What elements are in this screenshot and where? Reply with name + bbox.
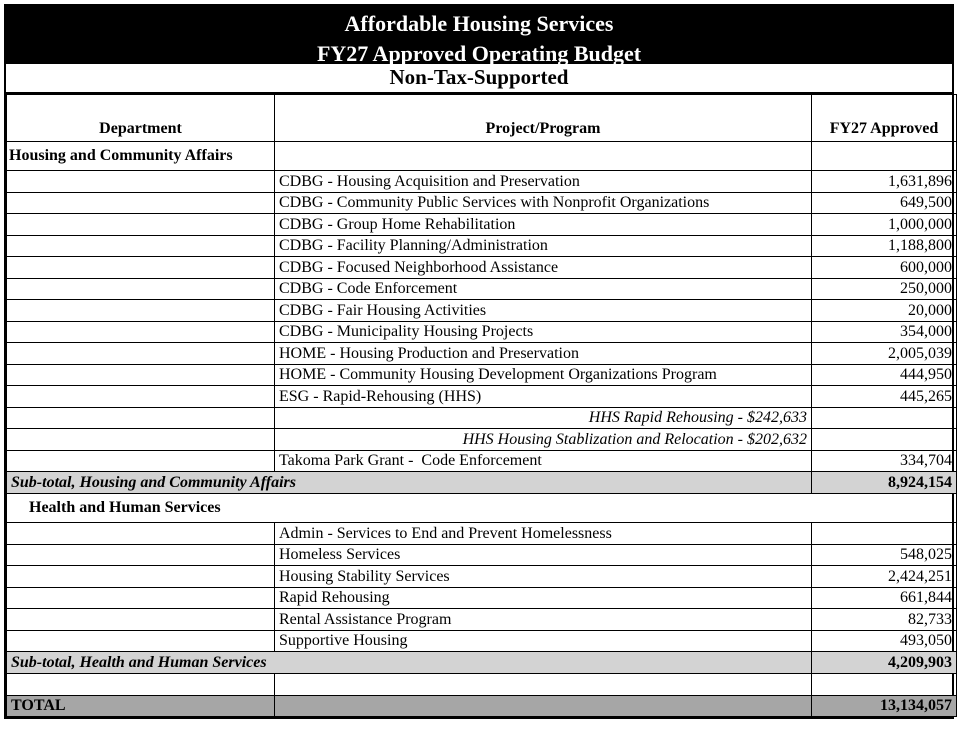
amount-cell: 1,188,800 <box>812 235 957 257</box>
program-cell <box>275 235 812 257</box>
empty-cell <box>7 674 275 696</box>
program-name: - Community Housing Development Organizations Program <box>326 366 717 383</box>
department-cell <box>7 214 275 236</box>
table-row <box>7 566 957 588</box>
department-cell <box>7 257 275 279</box>
program-prefix: CDBG <box>279 323 324 340</box>
section-name-hca: Housing and Community Affairs <box>7 142 275 171</box>
header-approved: FY27 Approved <box>812 95 957 142</box>
program-cell: Admin - Services to End and Prevent Homelessness <box>275 523 812 545</box>
amount-cell: 445,265 <box>812 386 957 408</box>
program-cell <box>275 386 812 408</box>
empty-cell <box>275 494 812 523</box>
empty-cell <box>812 674 957 696</box>
program-cell: Homeless Services <box>275 544 812 566</box>
table-row <box>7 257 957 279</box>
program-name: - Fair Housing Activities <box>323 301 487 319</box>
table-row <box>7 343 957 365</box>
program-cell <box>275 214 812 236</box>
program-prefix: CDBG <box>279 194 324 211</box>
program-cell: Rental Assistance Program <box>275 609 812 631</box>
department-cell <box>7 278 275 300</box>
note-row <box>7 429 957 451</box>
amount-cell: 250,000 <box>812 278 957 300</box>
total-amount: 13,134,057 <box>812 696 957 717</box>
department-cell <box>7 544 275 566</box>
program-cell <box>275 257 812 279</box>
program-name: - Municipality Housing Projects <box>323 323 534 340</box>
program-prefix: CDBG <box>279 172 324 190</box>
program-cell: Rapid Rehousing <box>275 587 812 609</box>
budget-document <box>4 4 954 719</box>
program-name: - Code Enforcement <box>323 280 458 297</box>
amount-cell: 334,704 <box>812 450 957 472</box>
amount-cell: 600,000 <box>812 257 957 279</box>
table-frame <box>4 94 954 719</box>
department-cell <box>7 630 275 652</box>
budget-table <box>6 94 957 717</box>
table-row <box>7 278 957 300</box>
amount-cell <box>812 523 957 545</box>
program-name: - Group Home Rehabilitation <box>323 215 516 233</box>
program-cell <box>275 321 812 343</box>
program-name: - Rapid-Rehousing (HHS) <box>309 387 482 405</box>
amount-cell: 1,000,000 <box>812 214 957 236</box>
department-cell <box>7 235 275 257</box>
table-row <box>7 214 957 236</box>
table-row <box>7 450 957 472</box>
header-row <box>7 95 957 142</box>
table-row <box>7 171 957 193</box>
program-prefix: CDBG <box>279 280 324 297</box>
amount-cell: 2,005,039 <box>812 343 957 365</box>
table-row <box>7 235 957 257</box>
amount-cell: 649,500 <box>812 192 957 214</box>
program-prefix: CDBG <box>279 301 324 319</box>
empty-cell <box>275 674 812 696</box>
program-cell <box>275 300 812 322</box>
empty-cell <box>275 142 812 171</box>
department-cell <box>7 450 275 472</box>
department-cell <box>7 300 275 322</box>
table-row <box>7 587 957 609</box>
program-cell: Takoma Park Grant - Code Enforcement <box>275 450 812 472</box>
subtotal-row-hhs <box>7 652 957 674</box>
program-cell <box>275 278 812 300</box>
department-cell <box>7 587 275 609</box>
program-cell: Housing Stability Services <box>275 566 812 588</box>
amount-cell: 661,844 <box>812 587 957 609</box>
section-name-hhs: Health and Human Services <box>7 494 275 523</box>
empty-cell <box>275 696 812 717</box>
amount-cell: 2,424,251 <box>812 566 957 588</box>
department-cell <box>7 429 275 451</box>
program-cell <box>275 343 812 365</box>
total-label: TOTAL <box>7 696 275 717</box>
title-line-1: Affordable Housing Services <box>344 11 614 36</box>
program-cell <box>275 171 812 193</box>
subtitle: Non-Tax-Supported <box>4 64 954 94</box>
program-name: - Housing Production and Preservation <box>326 344 579 362</box>
allocation-note: HHS Housing Stablization and Relocation - $202,632 <box>275 429 812 451</box>
title-line-2: FY27 Approved Operating Budget <box>316 41 642 66</box>
header-project: Project/Program <box>275 95 812 142</box>
program-name: - Focused Neighborhood Assistance <box>323 258 559 276</box>
department-cell <box>7 171 275 193</box>
program-cell <box>275 364 812 386</box>
amount-cell: 493,050 <box>812 630 957 652</box>
department-cell <box>7 192 275 214</box>
subtotal-amount: 4,209,903 <box>812 652 957 674</box>
program-prefix: CDBG <box>279 215 324 233</box>
department-cell <box>7 407 275 429</box>
amount-cell: 444,950 <box>812 364 957 386</box>
table-row <box>7 386 957 408</box>
table-row <box>7 609 957 631</box>
department-cell <box>7 609 275 631</box>
subtotal-label: Sub-total, Health and Human Services <box>7 652 812 674</box>
subtotal-label: Sub-total, Housing and Community Affairs <box>7 472 812 494</box>
table-row <box>7 523 957 545</box>
department-cell <box>7 321 275 343</box>
subtotal-amount: 8,924,154 <box>812 472 957 494</box>
program-name: - Housing Acquisition and Preservation <box>323 172 580 190</box>
allocation-note: HHS Rapid Rehousing - $242,633 <box>275 407 812 429</box>
table-row <box>7 544 957 566</box>
section-header-hhs <box>7 494 957 523</box>
program-prefix: HOME <box>279 344 327 362</box>
department-cell <box>7 566 275 588</box>
note-row <box>7 407 957 429</box>
empty-cell <box>812 142 957 171</box>
program-prefix: HOME <box>279 366 327 383</box>
program-prefix: ESG <box>279 387 310 405</box>
program-name: - Facility Planning/Administration <box>323 237 548 254</box>
program-cell <box>275 192 812 214</box>
program-name: - Community Public Services with Nonprofit Organizations <box>323 194 710 211</box>
department-cell <box>7 523 275 545</box>
amount-cell: 82,733 <box>812 609 957 631</box>
department-cell <box>7 364 275 386</box>
amount-cell: 1,631,896 <box>812 171 957 193</box>
program-prefix: CDBG <box>279 258 324 276</box>
blank-row <box>7 674 957 696</box>
title-banner <box>4 4 954 64</box>
program-prefix: CDBG <box>279 237 324 254</box>
amount-cell: 548,025 <box>812 544 957 566</box>
department-cell <box>7 343 275 365</box>
table-row <box>7 364 957 386</box>
empty-cell <box>812 494 957 523</box>
subtotal-row-hca <box>7 472 957 494</box>
amount-cell: 354,000 <box>812 321 957 343</box>
table-row <box>7 192 957 214</box>
amount-cell <box>812 429 957 451</box>
amount-cell: 20,000 <box>812 300 957 322</box>
table-row <box>7 300 957 322</box>
header-department: Department <box>7 95 275 142</box>
table-row <box>7 630 957 652</box>
amount-cell <box>812 407 957 429</box>
program-cell: Supportive Housing <box>275 630 812 652</box>
total-row <box>7 696 957 717</box>
table-row <box>7 321 957 343</box>
department-cell <box>7 386 275 408</box>
section-header-hca <box>7 142 957 171</box>
